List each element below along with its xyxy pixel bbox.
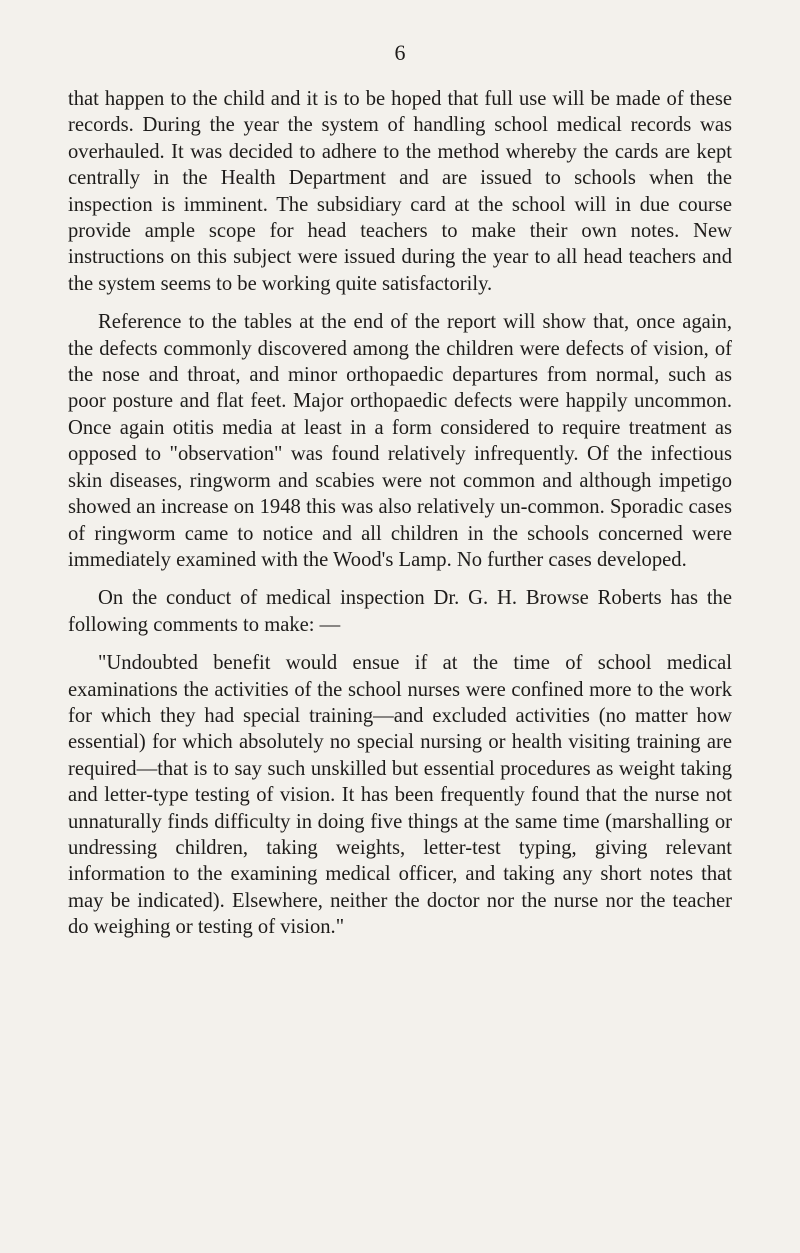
- body-text: [68, 86, 732, 953]
- paragraph-defects: Reference to the tables at the end of the report will show that, once again, the defects commonly discovered among the children were defects of vision, of the nose and throat, and minor orthopaedic departures from normal, such as poor posture and flat feet. Major orthopaedic defects were happily uncommon. Once again otitis media at least in a form considered to require treatment as opposed to "observation" was found relatively infrequently. Of the infectious skin diseases, ringworm and scabies were not common and although impetigo showed an increase on 1948 this was also relatively un-common. Sporadic cases of ringworm came to notice and all children in the schools concerned were immediately examined with the Wood's Lamp. No further cases developed.: [68, 311, 732, 571]
- paragraph-records: that happen to the child and it is to be hoped that full use will be made of these records. During the year the system of handling school medical records was overhauled. It was decided to adhere to the method whereby the cards are kept centrally in the Health Department and are issued to schools when the inspection is imminent. The subsidiary card at the school will in due course provide ample scope for head teachers to make their own notes. New instructions on this subject were issued during the year to all head teachers and the system seems to be working quite satisfactorily.: [68, 88, 732, 295]
- paragraph-quotation: "Undoubted benefit would ensue if at the time of school medical examinations the activities of the school nurses were confined more to the work for which they had special training—and excluded activities (no matter how essential) for which absolutely no special nursing or health visiting training are required—that is to say such unskilled but essential procedures as weight taking and letter-type testing of vision. It has been frequently found that the nurse not unnaturally finds difficulty in doing five things at the same time (marshalling or undressing children, taking weights, letter-test typing, giving relevant information to the examining medical officer, and taking any short notes that may be indicated). Elsewhere, neither the doctor nor the nurse nor the teacher do weighing or testing of vision.": [68, 652, 732, 939]
- page-number: 6: [394, 40, 406, 65]
- paragraph-conduct-intro: On the conduct of medical inspection Dr. G. H. Browse Roberts has the following comments to make: —: [68, 587, 732, 636]
